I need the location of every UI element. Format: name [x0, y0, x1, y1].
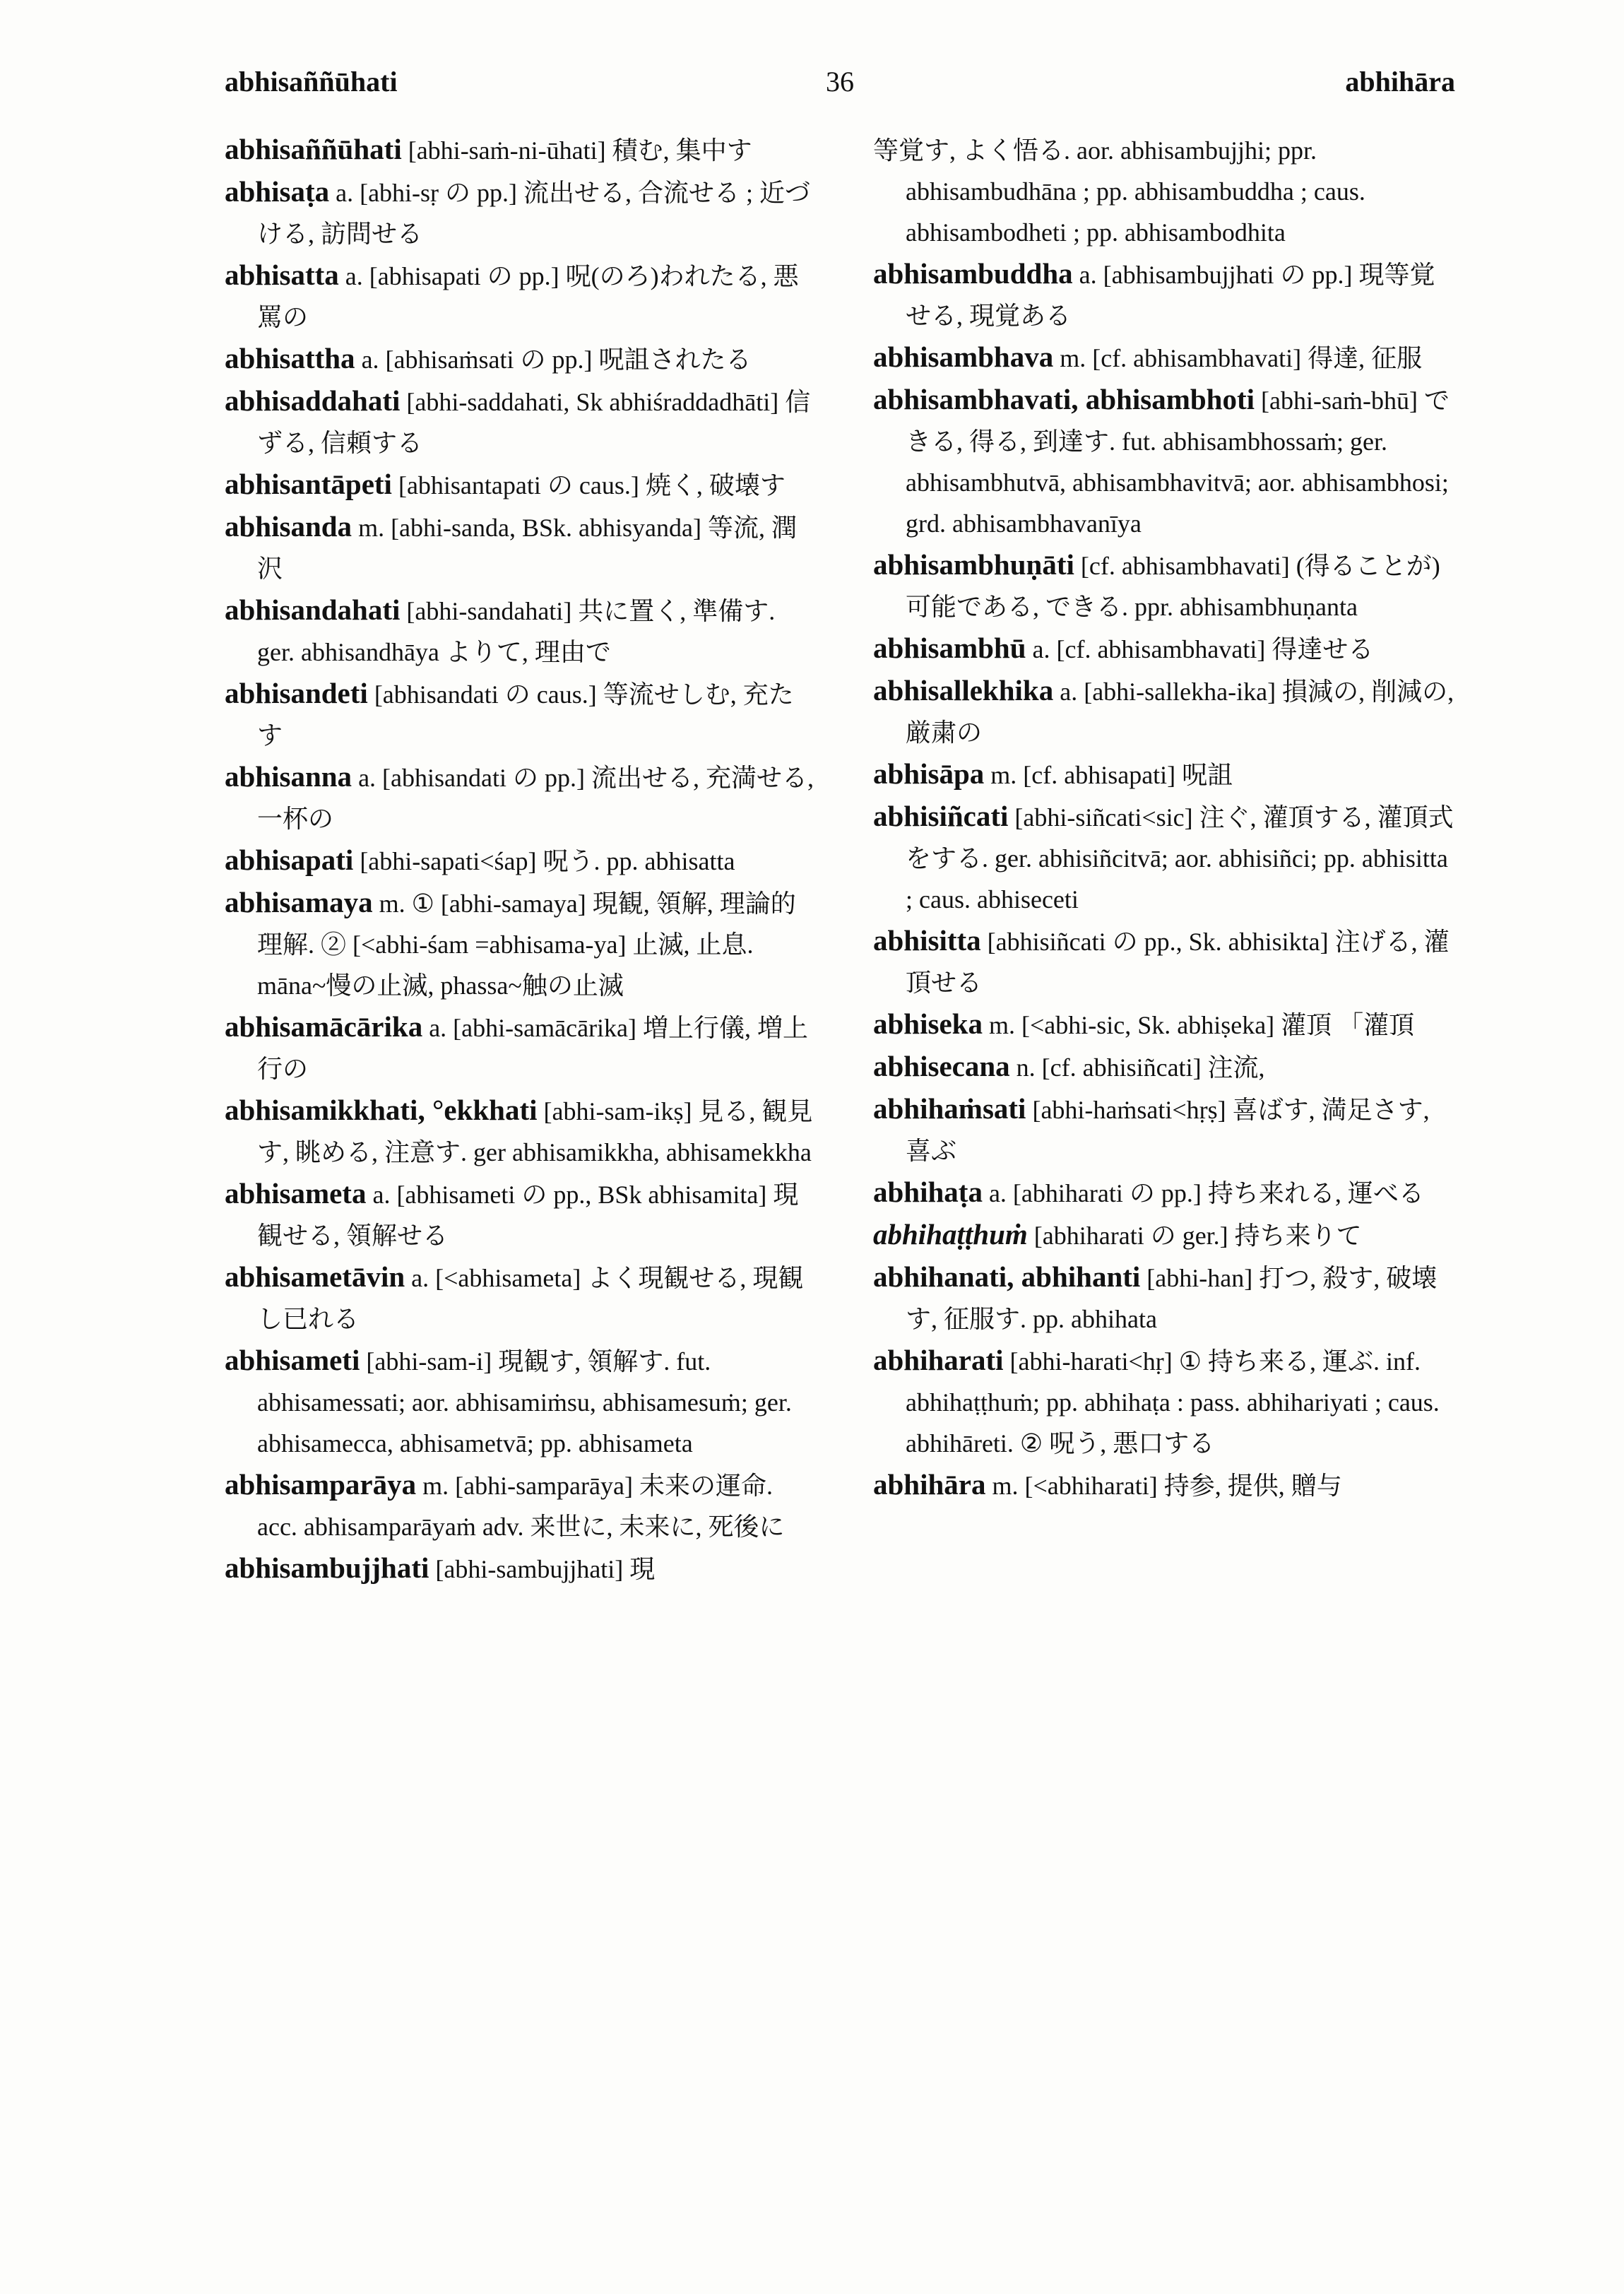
headword: abhisambhava — [873, 341, 1054, 373]
headword: abhisāpa — [873, 757, 985, 790]
headword: abhisatta — [225, 259, 339, 291]
dictionary-entry — [225, 463, 818, 506]
headword: abhihaṭṭhuṁ — [873, 1218, 1028, 1251]
headword: abhisamikkhati, °ekkhati — [225, 1094, 538, 1126]
definition: a. [abhiharati の pp.] 持ち来れる, 運べる — [982, 1179, 1424, 1207]
dictionary-entry — [225, 589, 818, 673]
headword: abhisecana — [873, 1050, 1010, 1082]
headword: abhihanati, abhihanti — [873, 1260, 1141, 1293]
headword: abhiharati — [873, 1344, 1004, 1376]
dictionary-entry — [225, 1006, 818, 1089]
dictionary-entry — [873, 1171, 1457, 1214]
dictionary-entry — [873, 1464, 1457, 1506]
definition: m. [cf. abhisapati] 呪詛 — [984, 761, 1233, 789]
dictionary-entry — [225, 506, 818, 589]
definition: [abhi-saṁ-ni-ūhati] 積む, 集中す — [401, 136, 752, 165]
headword: abhihaṁsati — [873, 1092, 1026, 1125]
dictionary-entry — [873, 796, 1457, 920]
dictionary-entry — [873, 544, 1457, 627]
left-column — [225, 129, 818, 1590]
headword: abhisambujjhati — [225, 1551, 429, 1584]
dictionary-entry — [873, 1003, 1457, 1046]
definition: n. [cf. abhisiñcati] 注流, — [1009, 1053, 1265, 1082]
dictionary-entry — [873, 379, 1457, 544]
definition: [abhi-haṁsati<hṛṣ] 喜ばす, 満足さす, 喜ぶ — [906, 1096, 1430, 1165]
definition: a. [abhi-sṛ の pp.] 流出せる, 合流せる ; 近づける, 訪問せる — [257, 179, 811, 248]
definition: [abhi-sapati<śap] 呪う. pp. abhisatta — [353, 847, 735, 875]
definition: m. [cf. abhisambhavati] 得達, 征服 — [1053, 344, 1423, 372]
headword: abhisambhavati, abhisambhoti — [873, 383, 1255, 415]
headword: abhisattha — [225, 342, 355, 374]
definition: a. [abhisandati の pp.] 流出せる, 充満せる, 一杯の — [257, 764, 814, 833]
definition: [abhisiñcati の pp., Sk. abhisikta] 注げる, 灌頂せる — [906, 928, 1450, 997]
dictionary-entry — [225, 338, 818, 380]
dictionary-entry — [873, 336, 1457, 379]
headword: abhisambhū — [873, 632, 1026, 664]
dictionary-entry — [873, 627, 1457, 670]
headword: abhisallekhika — [873, 674, 1054, 706]
headword: abhisamaya — [225, 886, 373, 918]
definition: m. [<abhiharati] 持参, 提供, 贈与 — [985, 1472, 1342, 1500]
dictionary-entry — [225, 1173, 818, 1256]
left-guideword: abhisaññūhati — [225, 66, 398, 97]
definition: a. [abhi-sallekha-ika] 損減の, 削減の, 厳粛の — [906, 678, 1454, 747]
definition: a. [abhisambujjhati の pp.] 現等覚せる, 現覚ある — [906, 261, 1435, 330]
definition: 等覚す, よく悟る. aor. abhisambujjhi; ppr. abhisambudhāna ; pp. abhisambuddha ; caus. abhisambodheti ; pp. abhisambodhita — [873, 136, 1365, 247]
definition: m. [abhi-samparāya] 未来の運命. acc. abhisamparāyaṁ adv. 来世に, 未来に, 死後に — [257, 1472, 785, 1541]
dictionary-entry — [225, 1089, 818, 1173]
headword: abhisambhuṇāti — [873, 548, 1074, 581]
dictionary-entry — [225, 882, 818, 1006]
definition: [abhi-siñcati<sic] 注ぐ, 灌頂する, 灌頂式をする. ger. abhisiñcitvā; aor. abhisiñci; pp. abhisitta ; caus. abhiseceti — [906, 803, 1454, 914]
definition: [abhi-harati<hṛ] ① 持ち来る, 運ぶ. inf. abhihaṭṭhuṁ; pp. abhihaṭa : pass. abhihariyati ; caus. abhihāreti. ② 呪う, 悪口する — [906, 1347, 1440, 1458]
headword: abhihāra — [873, 1468, 986, 1501]
dictionary-entry — [873, 753, 1457, 796]
definition: a. [abhisaṁsati の pp.] 呪詛されたる — [355, 345, 752, 374]
headword: abhisaññūhati — [225, 133, 402, 165]
headword: abhisameta — [225, 1177, 367, 1210]
headword: abhisandeti — [225, 677, 368, 709]
dictionary-entry — [873, 253, 1457, 336]
definition: a. [abhisameti の pp., BSk abhisamita] 現観せる, 領解せる — [257, 1181, 799, 1250]
definition: [abhi-han] 打つ, 殺す, 破壊す, 征服す. pp. abhihata — [906, 1264, 1438, 1333]
definition: a. [abhi-samācārika] 増上行儀, 増上行の — [257, 1014, 809, 1083]
definition: a. [abhisapati の pp.] 呪(のろ)われたる, 悪罵の — [257, 262, 799, 331]
page-number: 36 — [826, 66, 854, 97]
dictionary-entry — [873, 670, 1457, 753]
dictionary-entry — [225, 129, 818, 171]
headword: abhisiñcati — [873, 800, 1009, 832]
dictionary-entry — [873, 1088, 1457, 1171]
dictionary-entry — [225, 673, 818, 756]
headword: abhisantāpeti — [225, 468, 392, 500]
dictionary-entry — [225, 380, 818, 463]
dictionary-entry — [225, 171, 818, 254]
definition: m. [<abhi-sic, Sk. abhiṣeka] 灌頂 「灌頂 — [982, 1011, 1415, 1039]
headword: abhisanna — [225, 760, 352, 793]
dictionary-entry — [225, 839, 818, 882]
right-guideword: abhihāra — [1345, 66, 1455, 97]
dictionary-entry-continuation — [873, 129, 1457, 253]
definition: [abhi-sam-ikṣ] 見る, 観見す, 眺める, 注意す. ger abhisamikkha, abhisamekkha — [257, 1097, 813, 1166]
dictionary-entry — [225, 1256, 818, 1340]
dictionary-entry — [225, 756, 818, 839]
headword: abhiseka — [873, 1007, 983, 1040]
headword: abhisitta — [873, 924, 981, 957]
headword: abhisamparāya — [225, 1468, 417, 1501]
dictionary-entry — [225, 1340, 818, 1464]
headword: abhisaṭa — [225, 175, 330, 208]
headword: abhisameti — [225, 1344, 360, 1376]
definition: [abhi-sandahati] 共に置く, 準備す. ger. abhisandhāya よりて, 理由で — [257, 597, 776, 666]
running-head — [225, 65, 1455, 107]
definition: a. [<abhisameta] よく現観せる, 現観し已れる — [257, 1264, 804, 1333]
definition: m. ① [abhi-samaya] 現観, 領解, 理論的理解. ② [<abhi-śam =abhisama-ya] 止滅, 止息. māna~慢の止滅, phassa~触の止滅 — [257, 889, 796, 1000]
headword: abhisanda — [225, 510, 352, 543]
dictionary-entry — [873, 1256, 1457, 1340]
dictionary-entry — [873, 1046, 1457, 1088]
right-column — [873, 129, 1457, 1506]
dictionary-entry — [873, 920, 1457, 1003]
headword: abhihaṭa — [873, 1176, 983, 1208]
dictionary-entry — [873, 1214, 1457, 1256]
definition: [abhi-sambujjhati] 現 — [429, 1555, 656, 1583]
definition: [abhi-sam-i] 現観す, 領解す. fut. abhisamessati; aor. abhisamiṁsu, abhisamesuṁ; ger. abhisamecca, abhisametvā; pp. abhisameta — [257, 1347, 792, 1458]
dictionary-entry — [225, 1464, 818, 1547]
headword: abhisametāvin — [225, 1260, 405, 1293]
definition: [abhiharati の ger.] 持ち来りて — [1027, 1222, 1362, 1250]
definition: a. [cf. abhisambhavati] 得達せる — [1026, 635, 1374, 663]
definition: [abhi-saṁ-bhū] できる, 得る, 到達す. fut. abhisambhossaṁ; ger. abhisambhutvā, abhisambhavitvā; aor. abhisambhosi; grd. abhisambhavanīya — [906, 386, 1450, 538]
definition: m. [abhi-sanda, BSk. abhisyanda] 等流, 潤沢 — [257, 514, 797, 583]
headword: abhisandahati — [225, 593, 401, 626]
headword: abhisambuddha — [873, 257, 1073, 290]
headword: abhisamācārika — [225, 1010, 423, 1043]
headword: abhisaddahati — [225, 384, 401, 417]
dictionary-entry — [225, 1547, 818, 1590]
definition: [abhisandati の caus.] 等流せしむ, 充たす — [257, 680, 794, 750]
dictionary-entry — [225, 254, 818, 338]
definition: [cf. abhisambhavati] (得ることが)可能である, できる. ppr. abhisambhuṇanta — [906, 552, 1440, 621]
definition: [abhi-saddahati, Sk abhiśraddadhāti] 信ずる, 信頼する — [257, 388, 811, 457]
definition: [abhisantapati の caus.] 焼く, 破壊す — [391, 471, 786, 499]
dictionary-entry — [873, 1340, 1457, 1464]
headword: abhisapati — [225, 844, 354, 876]
